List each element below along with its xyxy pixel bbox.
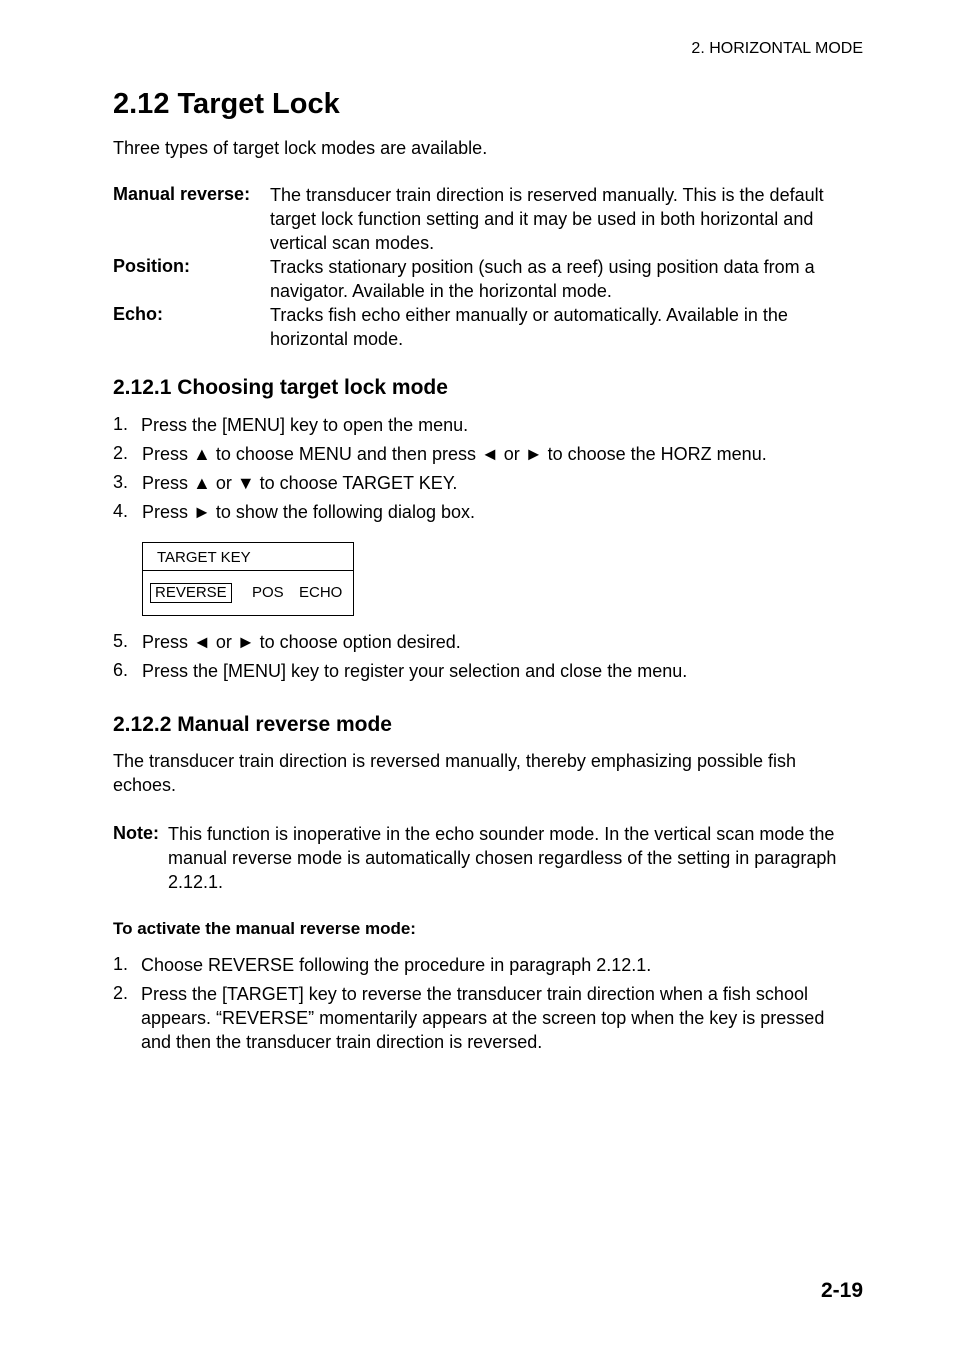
definition-term-manual-reverse: Manual reverse: [113,184,251,204]
subsection-title-manual-reverse: 2.12.2 Manual reverse mode [113,713,392,736]
dialog-option-echo[interactable]: ECHO [299,584,343,601]
step-text: Press ◄ or ► to choose option desired. [142,632,461,652]
dialog-option-pos[interactable]: POS [252,584,284,601]
subsection-body: The transducer train direction is reversed manually, thereby emphasizing possible fish echoes. [113,751,796,795]
step-text: Press ► to show the following dialog box. [142,502,475,522]
step-text: Press ▲ or ▼ to choose TARGET KEY. [142,473,458,493]
step-number: 2. [113,983,129,1003]
subsection-title-choosing: 2.12.1 Choosing target lock mode [113,376,448,399]
step-text: Choose REVERSE following the procedure in paragraph 2.12.1. [141,955,652,975]
step-number: 2. [113,443,129,463]
dialog-divider [143,570,353,571]
procedure-title: To activate the manual reverse mode: [113,919,416,938]
step-number: 5. [113,631,129,651]
step-text: Press ▲ to choose MENU and then press ◄ or ► to choose the HORZ menu. [142,444,767,464]
step-number: 4. [113,501,129,521]
dialog-title: TARGET KEY [157,549,251,566]
step-number: 1. [113,954,129,974]
note-text: This function is inoperative in the echo sounder mode. In the vertical scan mode the manual reverse mode is automatically chosen regardless of the setting in paragraph 2.12.1. [168,824,837,892]
definition-text-position: Tracks stationary position (such as a reef) using position data from a navigator. Available in the horizontal mode. [270,257,815,301]
definition-text-echo: Tracks fish echo either manually or automatically. Available in the horizontal mode. [270,305,788,349]
definition-term-position: Position: [113,256,190,276]
step-number: 6. [113,660,129,680]
step-text: Press the [MENU] key to register your selection and close the menu. [142,661,688,681]
section-intro: Three types of target lock modes are available. [113,138,488,158]
page-number: 2-19 [820,1279,863,1302]
step-number: 1. [113,414,129,434]
running-head: 2. HORIZONTAL MODE [691,40,863,57]
target-key-dialog [142,542,354,616]
section-title: 2.12 Target Lock [113,88,340,120]
definition-term-echo: Echo: [113,304,164,324]
dialog-option-reverse[interactable]: REVERSE [150,583,232,603]
step-text: Press the [MENU] key to open the menu. [141,415,469,435]
step-number: 3. [113,472,129,492]
step-text: Press the [TARGET] key to reverse the transducer train direction when a fish school appears. “REVERSE” momentarily appears at the screen top when the key is pressed and then the transducer train direction is reversed. [141,984,825,1052]
definition-text-manual-reverse: The transducer train direction is reserved manually. This is the default target lock function setting and it may be used in both horizontal and vertical scan modes. [270,185,824,253]
note-label: Note: [113,823,159,843]
